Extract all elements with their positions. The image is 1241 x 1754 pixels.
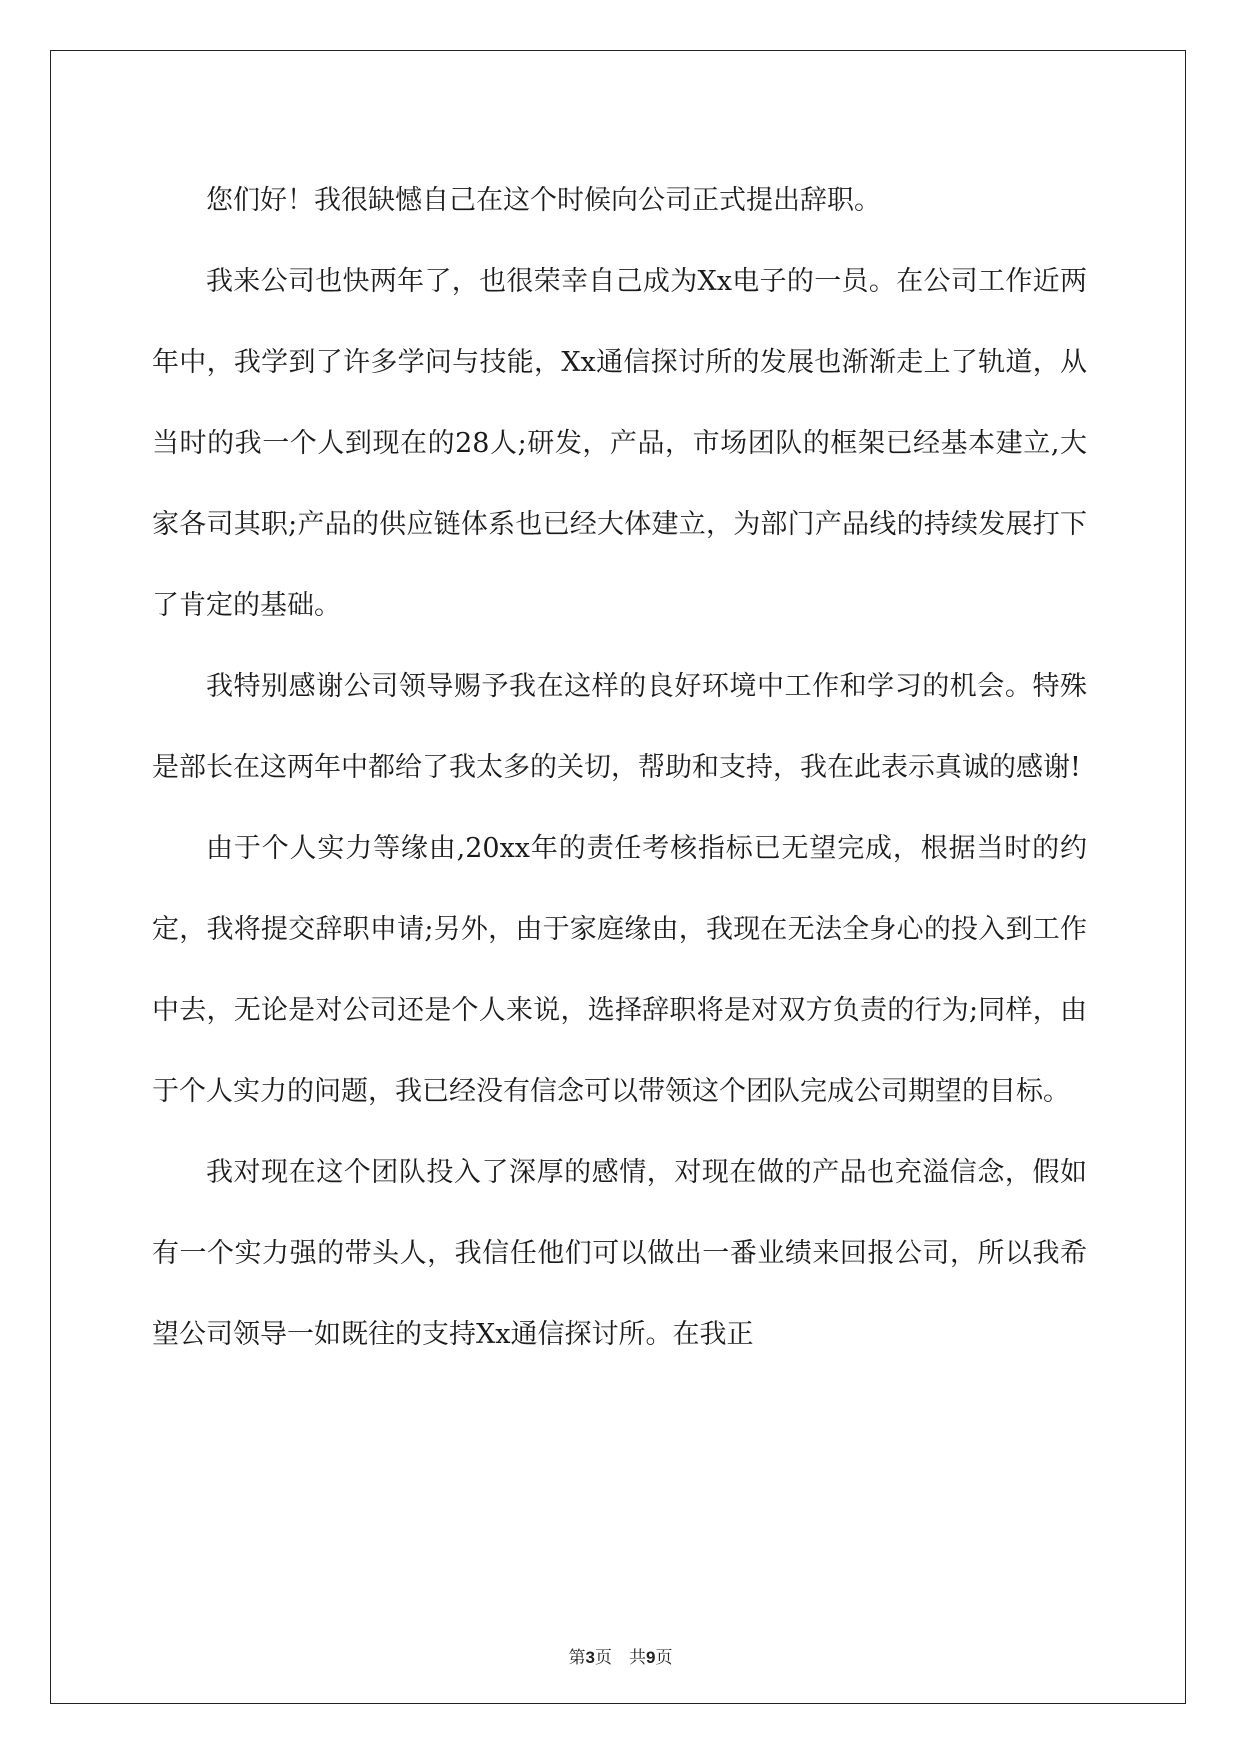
footer-mid: 页 共 [595, 1648, 646, 1668]
document-body [152, 160, 1087, 1375]
paragraph-thanks: 我特别感谢公司领导赐予我在这样的良好环境中工作和学习的机会。特殊是部长在这两年中都给了我太多的关切，帮助和支持，我在此表示真诚的感谢! [152, 671, 1087, 783]
paragraph-reasons: 由于个人实力等缘由,20xx年的责任考核指标已无望完成，根据当时的约定，我将提交辞职申请;另外，由于家庭缘由，我现在无法全身心的投入到工作中去，无论是对公司还是个人来说，选择辞职将是对双方负责的行为;同样，由于个人实力的问题，我已经没有信念可以带领这个团队完成公司期望的目标。 [152, 833, 1087, 1107]
paragraph-greeting: 您们好！我很缺憾自己在这个时候向公司正式提出辞职。 [206, 185, 881, 216]
page-footer [0, 1643, 1241, 1668]
total-pages-number: 9 [646, 1648, 656, 1667]
footer-suffix: 页 [655, 1648, 673, 1668]
paragraph-tenure: 我来公司也快两年了，也很荣幸自己成为Xx电子的一员。在公司工作近两年中，我学到了许多学问与技能，Xx通信探讨所的发展也渐渐走上了轨道，从当时的我一个人到现在的28人;研发，产品，市场团队的框架已经基本建立,大家各司其职;产品的供应链体系也已经大体建立，为部门产品线的持续发展打下了肯定的基础。 [152, 266, 1087, 621]
paragraph-team: 我对现在这个团队投入了深厚的感情，对现在做的产品也充溢信念，假如有一个实力强的带头人，我信任他们可以做出一番业绩来回报公司，所以我希望公司领导一如既往的支持Xx通信探讨所。在我正 [152, 1157, 1087, 1350]
current-page-number: 3 [585, 1648, 595, 1667]
footer-prefix: 第 [568, 1648, 586, 1668]
